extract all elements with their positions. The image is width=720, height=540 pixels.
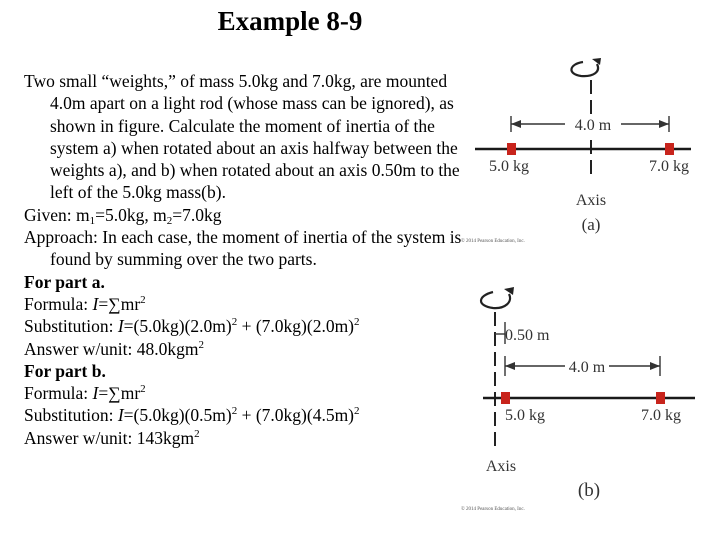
axis-label: Axis	[575, 192, 607, 209]
example-text	[24, 70, 464, 449]
approach-statement	[24, 226, 464, 271]
part-a-formula: Formula: $I=\sum mr^2$	[24, 293, 146, 314]
problem-line: about an axis halfway between the weights a), and	[50, 137, 458, 181]
approach-line: Approach: In each case, the moment of inertia of the	[24, 227, 393, 248]
part-b-formula: Formula: $I=\sum mr^2$	[24, 383, 146, 404]
mass1-label: 5.0 kg	[489, 158, 529, 175]
mass-7kg	[656, 392, 665, 404]
approach-line: system is found by summing over the two parts.	[50, 227, 462, 270]
figure-credit: © 2014 Pearson Education, Inc.	[461, 507, 525, 512]
figure-credit: © 2014 Pearson Education, Inc.	[461, 239, 525, 244]
mass-7kg	[665, 143, 674, 155]
problem-line: mounted 4.0m apart on a light rod (whose mass	[50, 71, 448, 114]
part-a-answer: Answer w/unit: 48.0kgm$^2$	[24, 338, 205, 359]
figure-caption: (a)	[581, 215, 601, 234]
problem-line: b) when rotated about an axis 0.50m to the left of	[50, 160, 460, 203]
rotation-arrowhead-icon	[504, 287, 514, 295]
rotation-arrowhead-icon	[592, 58, 601, 65]
page-title: Example 8-9	[217, 6, 363, 36]
problem-line: can be ignored), as shown in figure. Calculate the	[50, 93, 454, 136]
mass1-label: 5.0 kg	[505, 407, 545, 424]
part-a-substitution: Substitution: $I=(5.0kg)(2.0m)^2 + (7.0kg)(2.0m)^2$	[24, 316, 360, 337]
part-b-answer: Answer w/unit: 143kgm$^2$	[24, 427, 200, 448]
figure-a	[455, 50, 705, 250]
axis-label: Axis	[485, 458, 517, 475]
problem-line: Two small “weights,” of mass 5.0kg and 7.0kg, are	[24, 71, 382, 91]
mass2-label: 7.0 kg	[649, 158, 689, 175]
problem-line: the 5.0kg mass(b).	[96, 182, 226, 203]
rotation-arrow-icon	[481, 292, 510, 308]
offset-label: 0.50 m	[505, 327, 550, 344]
given-line: Given: $m_1=5.0kg$, $m_2=7.0kg$	[24, 204, 222, 227]
distance-label: 4.0 m	[568, 359, 606, 376]
problem-line: moment of inertia of the system a) when rotated	[50, 115, 435, 158]
problem-statement	[24, 70, 464, 204]
figure-b	[455, 282, 705, 518]
part-b-substitution: Substitution: $I=(5.0kg)(0.5m)^2 + (7.0kg)(4.5m)^2$	[24, 405, 360, 426]
figure-caption: (b)	[577, 480, 601, 501]
part-b-heading: For part b.	[24, 360, 106, 381]
mass2-label: 7.0 kg	[641, 407, 681, 424]
mass-5kg	[501, 392, 510, 404]
mass-5kg	[507, 143, 516, 155]
part-a-heading: For part a.	[24, 271, 105, 292]
rotation-arrow-icon	[571, 62, 598, 76]
distance-label: 4.0 m	[574, 117, 612, 134]
